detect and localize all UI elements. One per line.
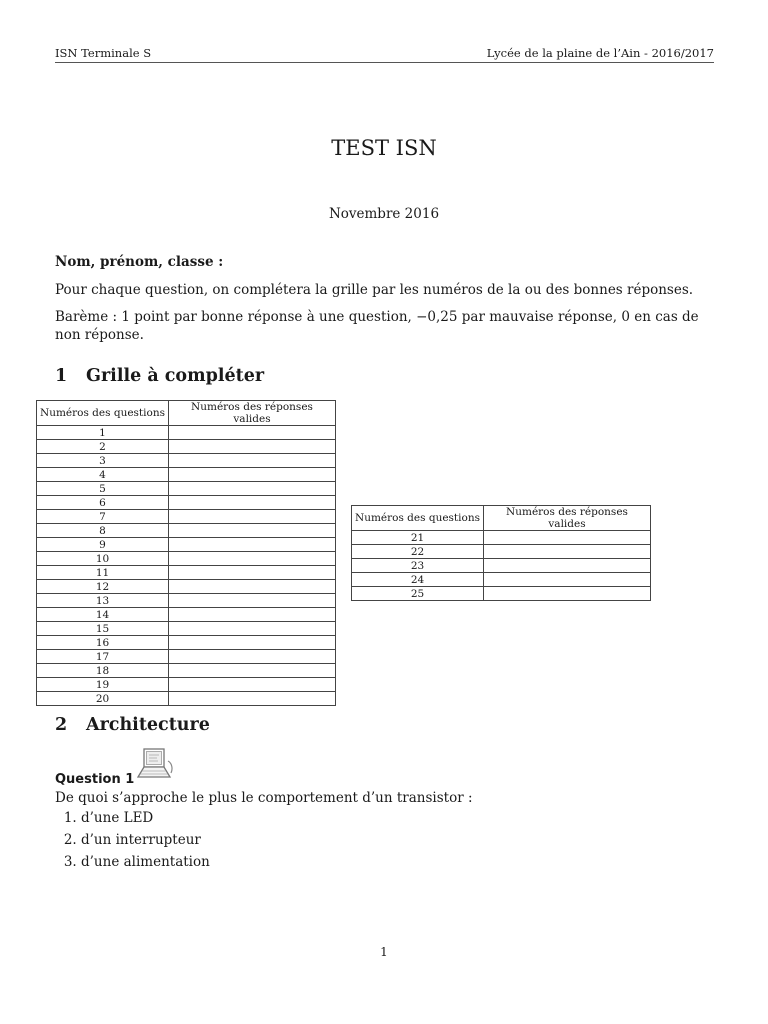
answer-cell[interactable]: [484, 531, 651, 545]
question-number-cell: 15: [37, 622, 169, 636]
document-title: TEST ISN: [331, 136, 437, 160]
table-row: [37, 636, 336, 650]
table-row: [37, 580, 336, 594]
table-row: [352, 545, 651, 559]
question-number-cell: 12: [37, 580, 169, 594]
table-row: [37, 538, 336, 552]
answer-option: 1. d’une LED: [81, 807, 210, 829]
question-1-label: Question 1: [55, 772, 135, 787]
table-row: [37, 510, 336, 524]
page-header: [55, 44, 714, 63]
answer-cell[interactable]: [169, 594, 336, 608]
table-row: [352, 559, 651, 573]
header-school: Lycée de la plaine de l’Ain - 2016/2017: [486, 46, 714, 60]
section-1-title: Grille à compléter: [86, 366, 265, 386]
section-2-title: Architecture: [86, 715, 210, 735]
answer-cell[interactable]: [169, 608, 336, 622]
answer-cell[interactable]: [169, 496, 336, 510]
answer-grid-left: [36, 400, 336, 706]
question-number-cell: 24: [352, 573, 484, 587]
question-number-cell: 3: [37, 454, 169, 468]
question-number-cell: 25: [352, 587, 484, 601]
table-row: [37, 454, 336, 468]
question-number-cell: 10: [37, 552, 169, 566]
table-row: [37, 426, 336, 440]
answer-cell[interactable]: [169, 482, 336, 496]
table-row: [37, 650, 336, 664]
question-number-cell: 8: [37, 524, 169, 538]
answer-cell[interactable]: [169, 454, 336, 468]
answer-option: 2. d’un interrupteur: [81, 829, 210, 851]
document-date: Novembre 2016: [328, 206, 440, 222]
answer-cell[interactable]: [169, 440, 336, 454]
question-number-cell: 21: [352, 531, 484, 545]
grid-header-answers: Numéros des réponses valides: [169, 401, 336, 426]
question-number-cell: 13: [37, 594, 169, 608]
answer-cell[interactable]: [484, 559, 651, 573]
table-row: [37, 594, 336, 608]
question-number-cell: 16: [37, 636, 169, 650]
table-row: [37, 468, 336, 482]
answer-option: 3. d’une alimentation: [81, 851, 210, 873]
answer-cell[interactable]: [484, 545, 651, 559]
table-row: [352, 531, 651, 545]
grid-header-answers: Numéros des réponses valides: [484, 506, 651, 531]
answer-cell[interactable]: [169, 636, 336, 650]
laptop-icon: [137, 747, 175, 781]
question-number-cell: 7: [37, 510, 169, 524]
question-number-cell: 20: [37, 692, 169, 706]
question-number-cell: 18: [37, 664, 169, 678]
table-row: [352, 573, 651, 587]
question-number-cell: 4: [37, 468, 169, 482]
section-2-number: 2: [55, 715, 68, 735]
answer-cell[interactable]: [169, 552, 336, 566]
question-number-cell: 2: [37, 440, 169, 454]
section-1-heading: [55, 366, 264, 386]
answer-cell[interactable]: [169, 664, 336, 678]
table-row: [37, 524, 336, 538]
question-number-cell: 5: [37, 482, 169, 496]
table-row: [37, 566, 336, 580]
bareme-text: Barème : 1 point par bonne réponse à une question, −0,25 par mauvaise réponse, 0 en cas de non réponse.: [55, 309, 699, 343]
question-number-cell: 23: [352, 559, 484, 573]
section-1-number: 1: [55, 366, 68, 386]
answer-cell[interactable]: [169, 524, 336, 538]
answer-cell[interactable]: [169, 468, 336, 482]
answer-cell[interactable]: [169, 538, 336, 552]
answer-cell[interactable]: [169, 692, 336, 706]
table-row: [37, 664, 336, 678]
page-number: 1: [380, 945, 388, 959]
answer-cell[interactable]: [169, 580, 336, 594]
answer-cell[interactable]: [169, 650, 336, 664]
table-row: [352, 587, 651, 601]
answer-cell[interactable]: [484, 587, 651, 601]
answer-grid-right: [351, 505, 651, 601]
question-1-options: [55, 807, 210, 873]
table-row: [37, 482, 336, 496]
question-number-cell: 11: [37, 566, 169, 580]
answer-cell[interactable]: [169, 678, 336, 692]
table-row: [37, 496, 336, 510]
name-field-label: Nom, prénom, classe :: [55, 254, 224, 270]
table-row: [37, 440, 336, 454]
question-number-cell: 9: [37, 538, 169, 552]
question-number-cell: 14: [37, 608, 169, 622]
section-2-heading: [55, 715, 210, 735]
header-course: ISN Terminale S: [55, 46, 152, 60]
question-number-cell: 22: [352, 545, 484, 559]
question-number-cell: 6: [37, 496, 169, 510]
grid-header-questions: Numéros des questions: [352, 506, 484, 531]
answer-cell[interactable]: [169, 510, 336, 524]
table-row: [37, 622, 336, 636]
answer-cell[interactable]: [169, 566, 336, 580]
answer-cell[interactable]: [169, 426, 336, 440]
instruction-text: Pour chaque question, on complétera la grille par les numéros de la ou des bonnes réponses.: [55, 282, 694, 298]
table-row: [37, 678, 336, 692]
answer-cell[interactable]: [169, 622, 336, 636]
table-row: [37, 552, 336, 566]
question-1-text: De quoi s’approche le plus le comportement d’un transistor :: [55, 790, 473, 806]
grid-header-questions: Numéros des questions: [37, 401, 169, 426]
table-row: [37, 608, 336, 622]
question-number-cell: 19: [37, 678, 169, 692]
question-number-cell: 1: [37, 426, 169, 440]
question-number-cell: 17: [37, 650, 169, 664]
table-row: [37, 692, 336, 706]
answer-cell[interactable]: [484, 573, 651, 587]
